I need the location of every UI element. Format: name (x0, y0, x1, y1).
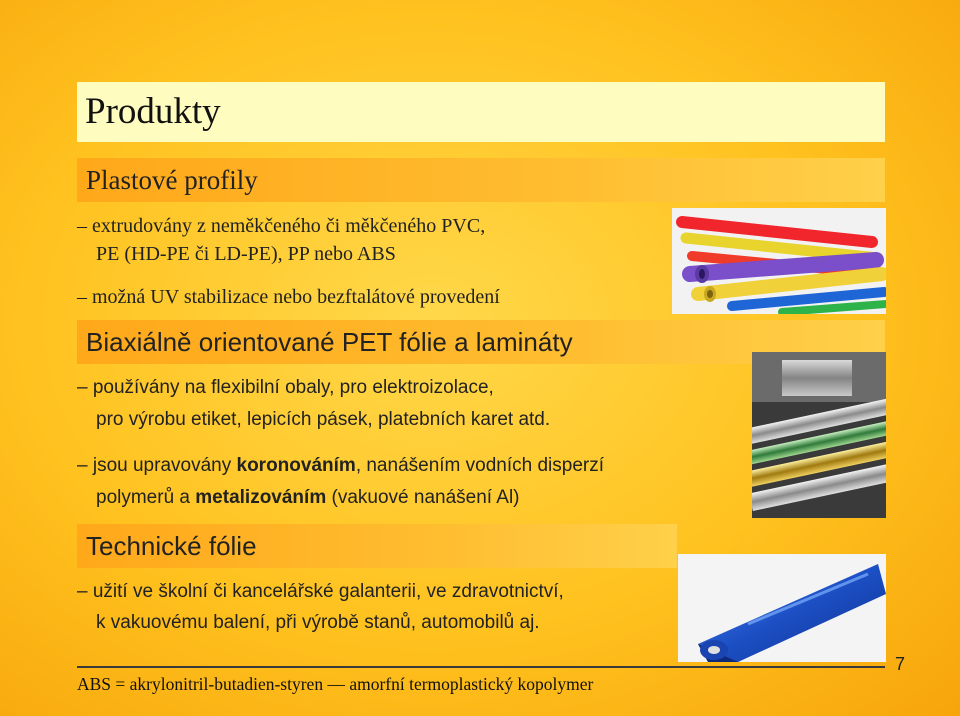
bullet-text: – užití ve školní či kancelářské galanterii, ve zdravotnictví, (77, 581, 564, 602)
blue-tarpaulin-roll-image (678, 554, 886, 662)
section-title-plastic-profiles: Plastové profily (86, 165, 258, 195)
section-title-technical-films: Technické fólie (86, 531, 257, 561)
text-run: (vakuové nanášení Al) (326, 487, 520, 508)
footnote-text: ABS = akrylonitril-butadien-styren — amorfní termoplastický kopolymer (77, 674, 594, 694)
plastic-tubes-illustration (672, 208, 886, 314)
bullet-text: PE (HD-PE či LD-PE), PP nebo ABS (96, 243, 396, 265)
slide-title: Produkty (85, 91, 221, 132)
bullet-text (96, 484, 520, 512)
plastic-tubes-image (672, 208, 886, 314)
bullet-text: pro výrobu etiket, lepicích pásek, platebních karet atd. (96, 409, 551, 430)
text-run: polymerů a (96, 487, 196, 508)
text-run: , nanášením vodních disperzí (355, 455, 605, 476)
footnote-divider (77, 666, 885, 668)
bullet-text (77, 452, 604, 480)
page-number: 7 (895, 654, 906, 674)
bullet-text: – extrudovány z neměkčeného či měkčeného PVC, (77, 215, 486, 237)
metallized-film-rolls-image (752, 352, 886, 518)
film-rolls-illustration (752, 352, 886, 518)
section-title-pet-films: Biaxiálně orientované PET fólie a lamináty (86, 327, 573, 357)
bold-text-run: metalizováním (195, 487, 327, 508)
bullet-text: – používány na flexibilní obaly, pro elektroizolace, (77, 377, 494, 398)
bullet-text: k vakuovému balení, při výrobě stanů, automobilů aj. (96, 612, 540, 633)
bold-text-run: koronováním (236, 455, 356, 476)
bullet-text: – možná UV stabilizace nebo bezftalátové provedení (77, 286, 500, 308)
text-run: – jsou upravovány (77, 455, 237, 476)
tarpaulin-illustration (678, 554, 886, 662)
